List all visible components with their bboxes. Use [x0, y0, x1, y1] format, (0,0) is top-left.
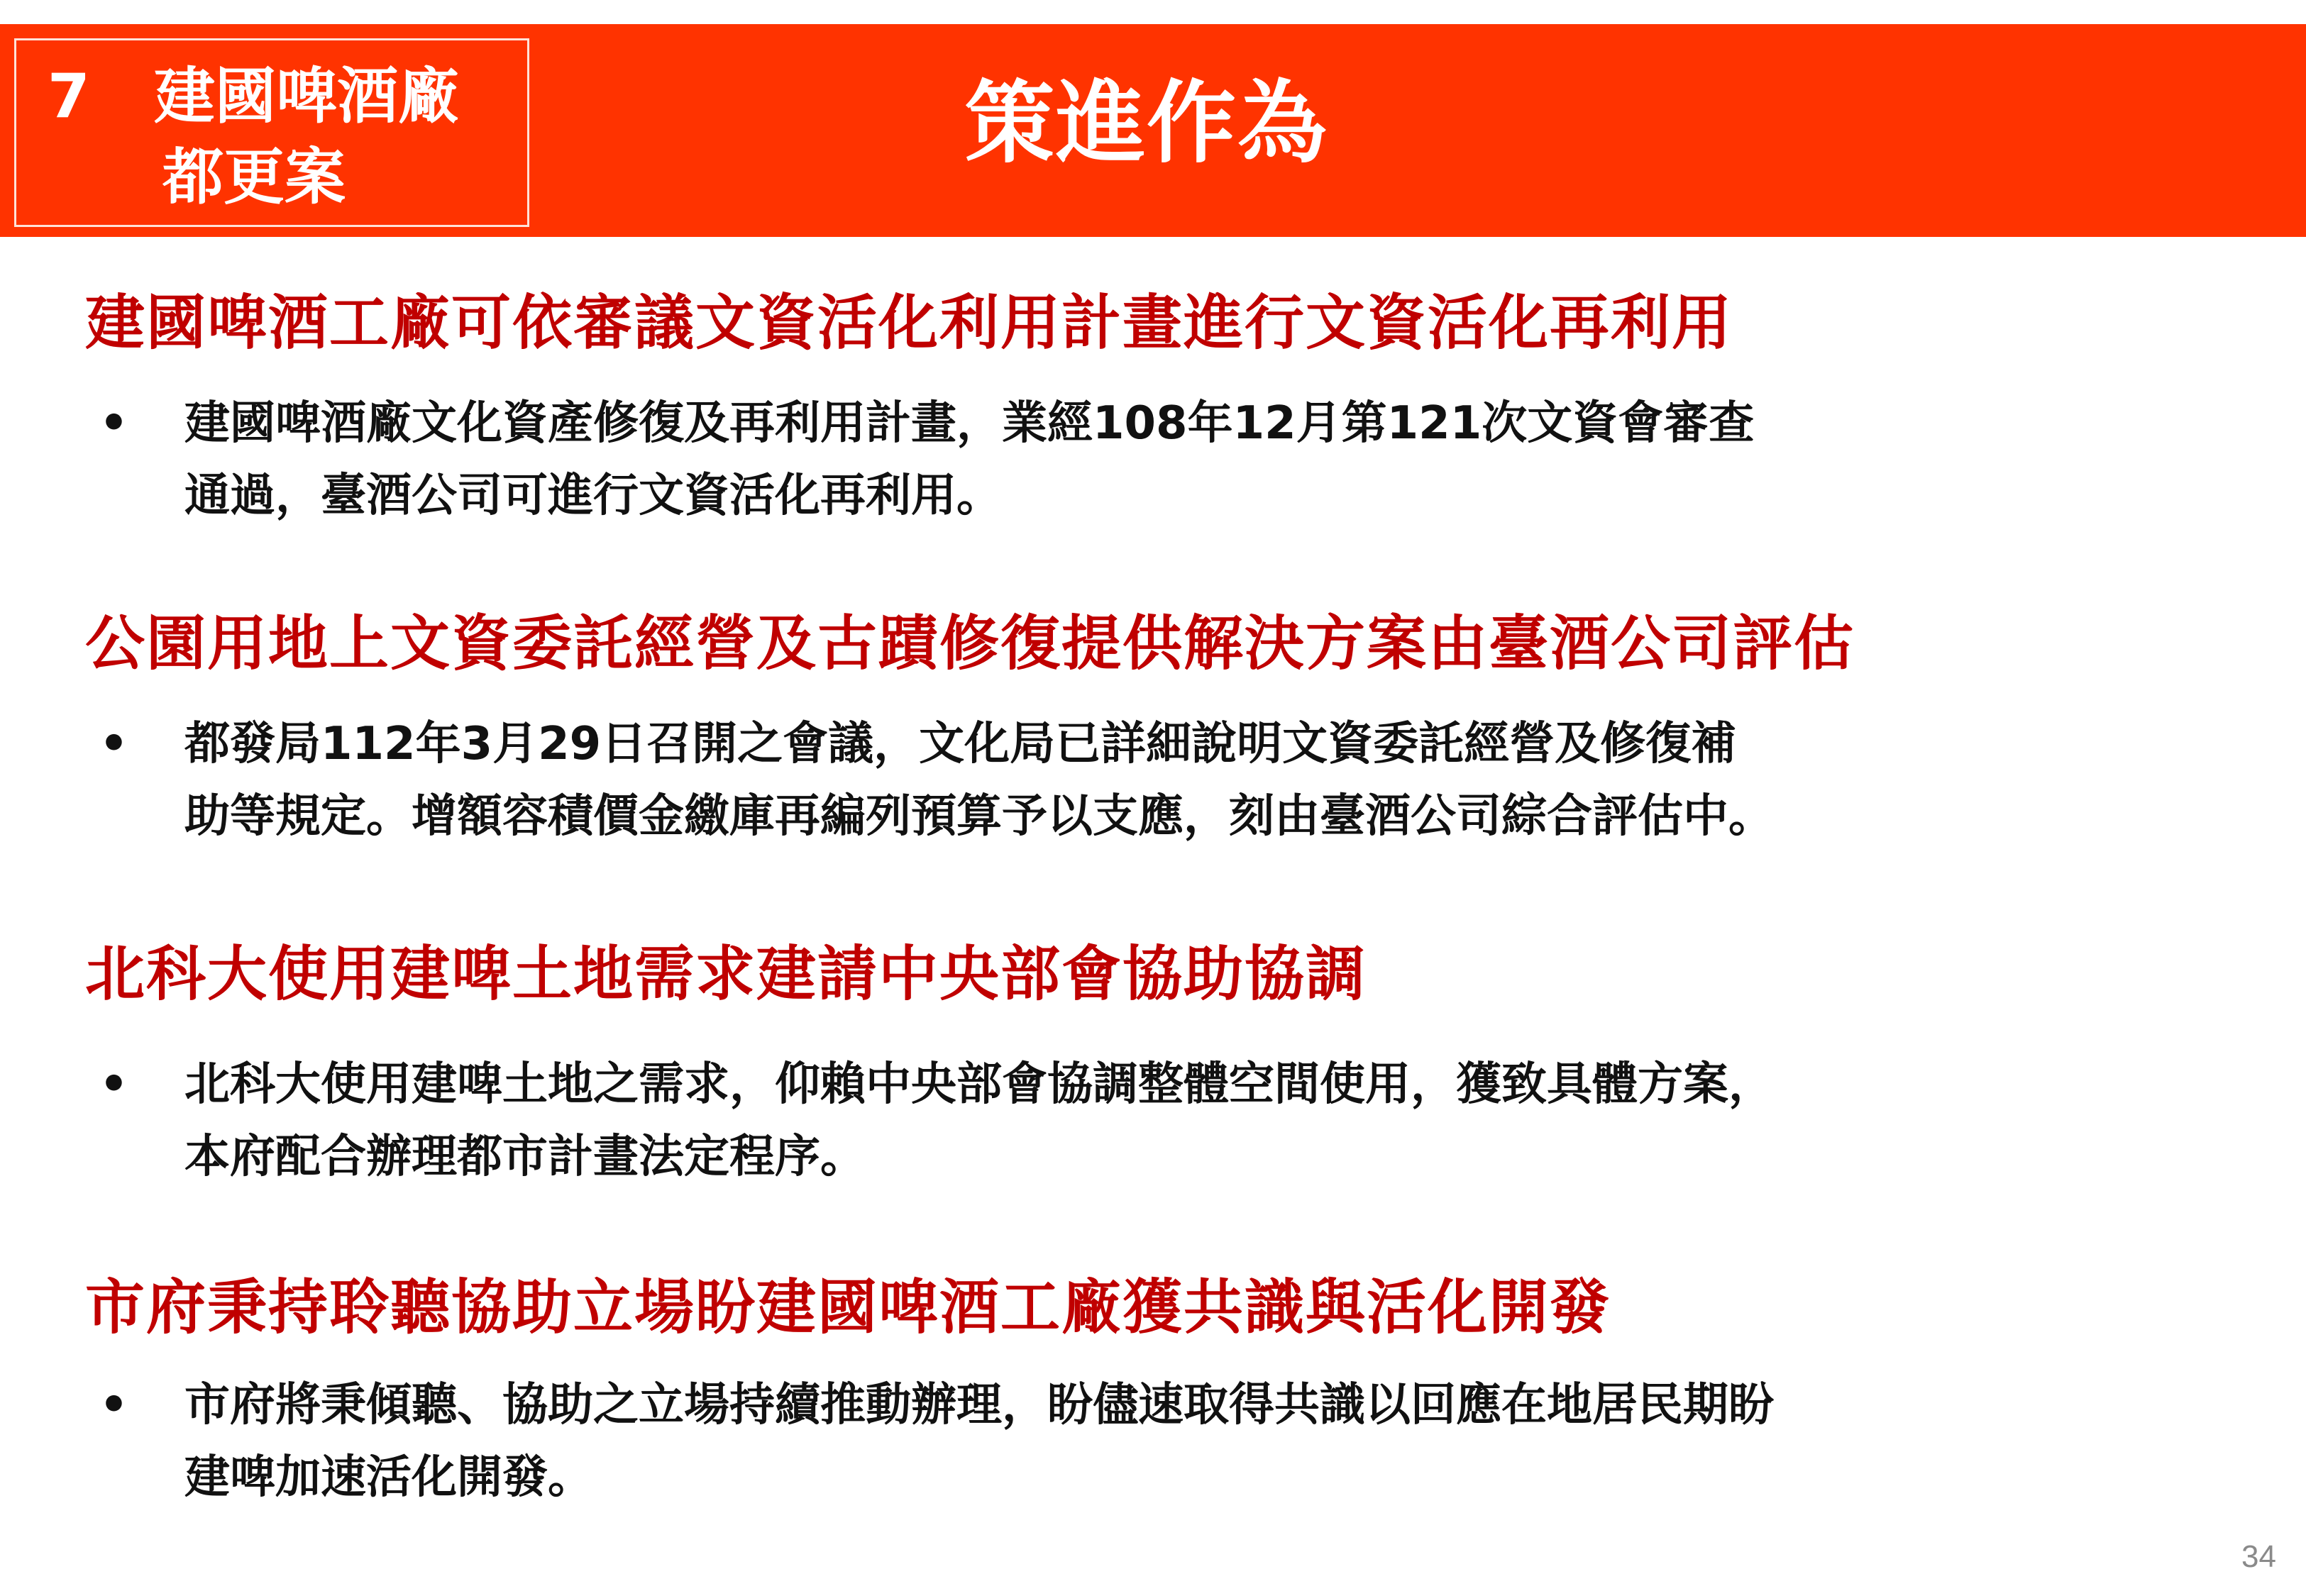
bullet-marker: •	[99, 1379, 128, 1431]
bullet-item	[85, 387, 2256, 532]
case-label-box	[14, 38, 529, 227]
case-label-line1	[48, 56, 459, 137]
page-title: 策進作為	[965, 71, 1328, 175]
section-heading: 北科大使用建啤土地需求建請中央部會協助協調	[85, 939, 1367, 1009]
bullet-text-line: 市府將秉傾聽、協助之立場持續推動辦理，盼儘速取得共識以回應在地居民期盼	[184, 1379, 1774, 1431]
header-banner	[0, 24, 2306, 237]
bullet-text-line: 都發局112年3月29日召開之會議，文化局已詳細說明文資委託經營及修復補	[184, 718, 1737, 770]
section-city-position	[85, 1268, 2256, 1514]
bullet-item	[85, 1048, 2256, 1193]
bullet-text-line: 建國啤酒廠文化資產修復及再利用計畫，業經108年12月第121次文資會審查	[184, 397, 1755, 450]
bullet-text-line: 助等規定。增額容積價金繳庫再編列預算予以支應，刻由臺酒公司綜合評估中。	[184, 790, 1774, 843]
section-ntut-land	[85, 935, 2256, 1193]
bullet-item	[85, 1369, 2256, 1514]
bullet-marker: •	[99, 718, 128, 770]
case-title-line2: 都更案	[162, 142, 346, 213]
bullet-item	[85, 708, 2256, 853]
bullet-text-line: 通過，臺酒公司可進行文資活化再利用。	[184, 470, 1002, 522]
section-heading: 公園用地上文資委託經營及古蹟修復提供解決方案由臺酒公司評估	[85, 609, 1855, 678]
section-cultural-reuse	[85, 284, 2256, 532]
page-number: 34	[2241, 1539, 2276, 1574]
bullet-text-line: 建啤加速活化開發。	[184, 1451, 593, 1504]
bullet-text-line: 本府配合辦理都市計畫法定程序。	[184, 1131, 866, 1183]
section-heading: 建國啤酒工廠可依審議文資活化利用計畫進行文資活化再利用	[85, 288, 1733, 358]
section-park-land	[85, 604, 2256, 853]
bullet-text-line: 北科大使用建啤土地之需求，仰賴中央部會協調整體空間使用，獲致具體方案，	[184, 1058, 1774, 1111]
bullet-marker: •	[99, 1058, 128, 1111]
bullet-marker: •	[99, 397, 128, 450]
section-heading: 市府秉持聆聽協助立場盼建國啤酒工廠獲共識與活化開發	[85, 1273, 1611, 1342]
case-number: 7	[48, 61, 90, 132]
case-title-line1: 建國啤酒廠	[154, 61, 459, 132]
